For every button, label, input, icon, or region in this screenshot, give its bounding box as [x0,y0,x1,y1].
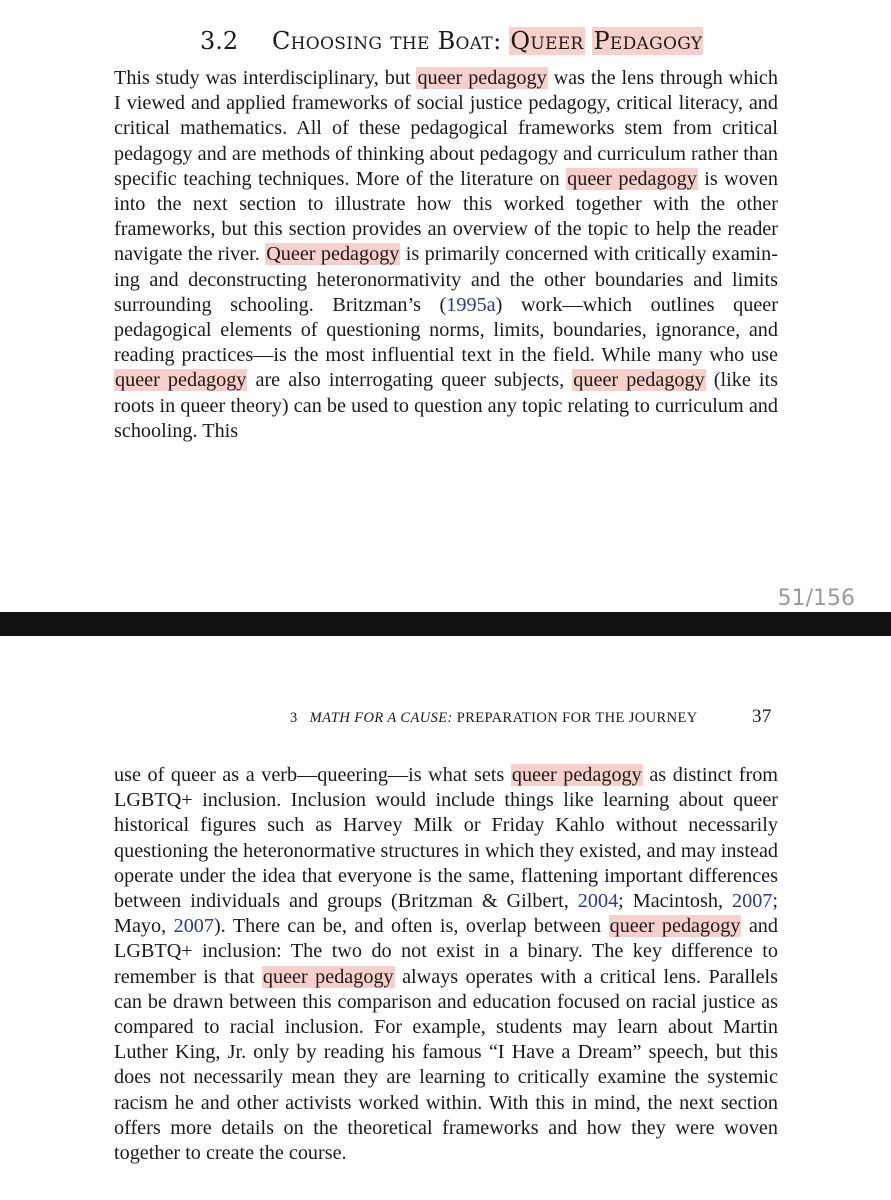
highlight-queer-pedagogy[interactable]: queer pedagogy [511,764,642,786]
running-header-title-italic: MATH FOR A CAUSE: [309,710,453,726]
highlight-queer-pedagogy[interactable]: queer pedagogy [417,67,547,89]
body-paragraph: This study was interdisciplinary, but queer pedagogy was the lens through which I viewed and applied frameworks of social justice pedagogy, critical literacy, and critical mathematics. All of these pedagogical frameworks stem from critical pedagogy and are methods of thinking about pedagogy and curriculum rather than specific teaching techniques. More of the literature on queer pedagogy is woven into the next section to illustrate how this worked together with the other frameworks, but this section provides an overview of the topic to help the reader navigate the river. Queer pedagogy is primarily concerned with critically examining and deconstructing heteronormativity and the other boundaries and limits surrounding schooling. Britzman’s (1995a) work—which outlines queer pedagogical elements of questioning norms, limits, boundaries, ignorance, and reading practices—is the most influential text in the field. While many who use queer pedagogy are also interrogating queer subjects, queer pedagogy (like its roots in queer theory) can be used to question any topic relating to curriculum and schooling. This [114,67,778,442]
citation-link-britzman-gilbert[interactable]: 2004 [577,890,619,913]
body-paragraph: use of queer as a verb—queering—is what sets queer pedagogy as distinct from LGBTQ+ inclusion. Inclusion would include things like learning about queer historical figures such as Harvey Milk or Friday Kahlo without necessarily questioning the heteronormative structures in which they existed, and may instead operate under the idea that everyone is the same, flattening important differences between individuals and groups (Britzman & Gilbert, 2004; Macintosh, 2007; Mayo, 2007). There can be, and often is, overlap between queer pedagogy and LGBTQ+ inclusion: The two do not exist in a binary. The key difference to remember is that queer pedagogy always operates with a critical lens. Parallels can be drawn between this comparison and education focused on racial justice as compared to racial inclusion. For example, students may learn about Martin Luther King, Jr. only by reading his famous “I Have a Dream” speech, but this does not necessarily mean they are learning to critically examine the systemic racism he and other activists worked within. With this in mind, the next section offers more details on the theoretical frameworks and how they were woven together to create the course. [114,764,779,1165]
section-title: Choosing the Boat: Queer Pedagogy [272,27,703,55]
highlight-queer-pedagogy[interactable]: queer pedagogy [115,369,247,392]
section-heading [200,26,703,56]
highlight[interactable]: Pedagogy [593,27,703,55]
citation-link-macintosh[interactable]: 2007 [732,890,773,913]
running-header [290,706,772,727]
running-header-title: PREPARATION FOR THE JOURNEY [452,710,698,726]
section-number: 3.2 [200,27,239,55]
running-header-chapter: 3 [290,710,298,726]
citation-link-mayo[interactable]: 2007 [173,915,214,938]
page-number: 37 [752,706,772,727]
page-indicator: 51/156 [777,586,855,611]
highlight-queer-pedagogy[interactable]: queer pedagogy [567,167,697,190]
highlight-queer-pedagogy[interactable]: Queer pedagogy [266,243,400,266]
page-divider [0,612,891,636]
citation-link-britzman[interactable]: 1995a [446,293,496,316]
highlight-queer-pedagogy[interactable]: queer pedagogy [609,915,741,938]
highlight[interactable]: Queer [510,27,584,55]
highlight-queer-pedagogy[interactable]: queer pedagogy [262,965,394,988]
highlight-queer-pedagogy[interactable]: queer pedagogy [573,369,705,392]
